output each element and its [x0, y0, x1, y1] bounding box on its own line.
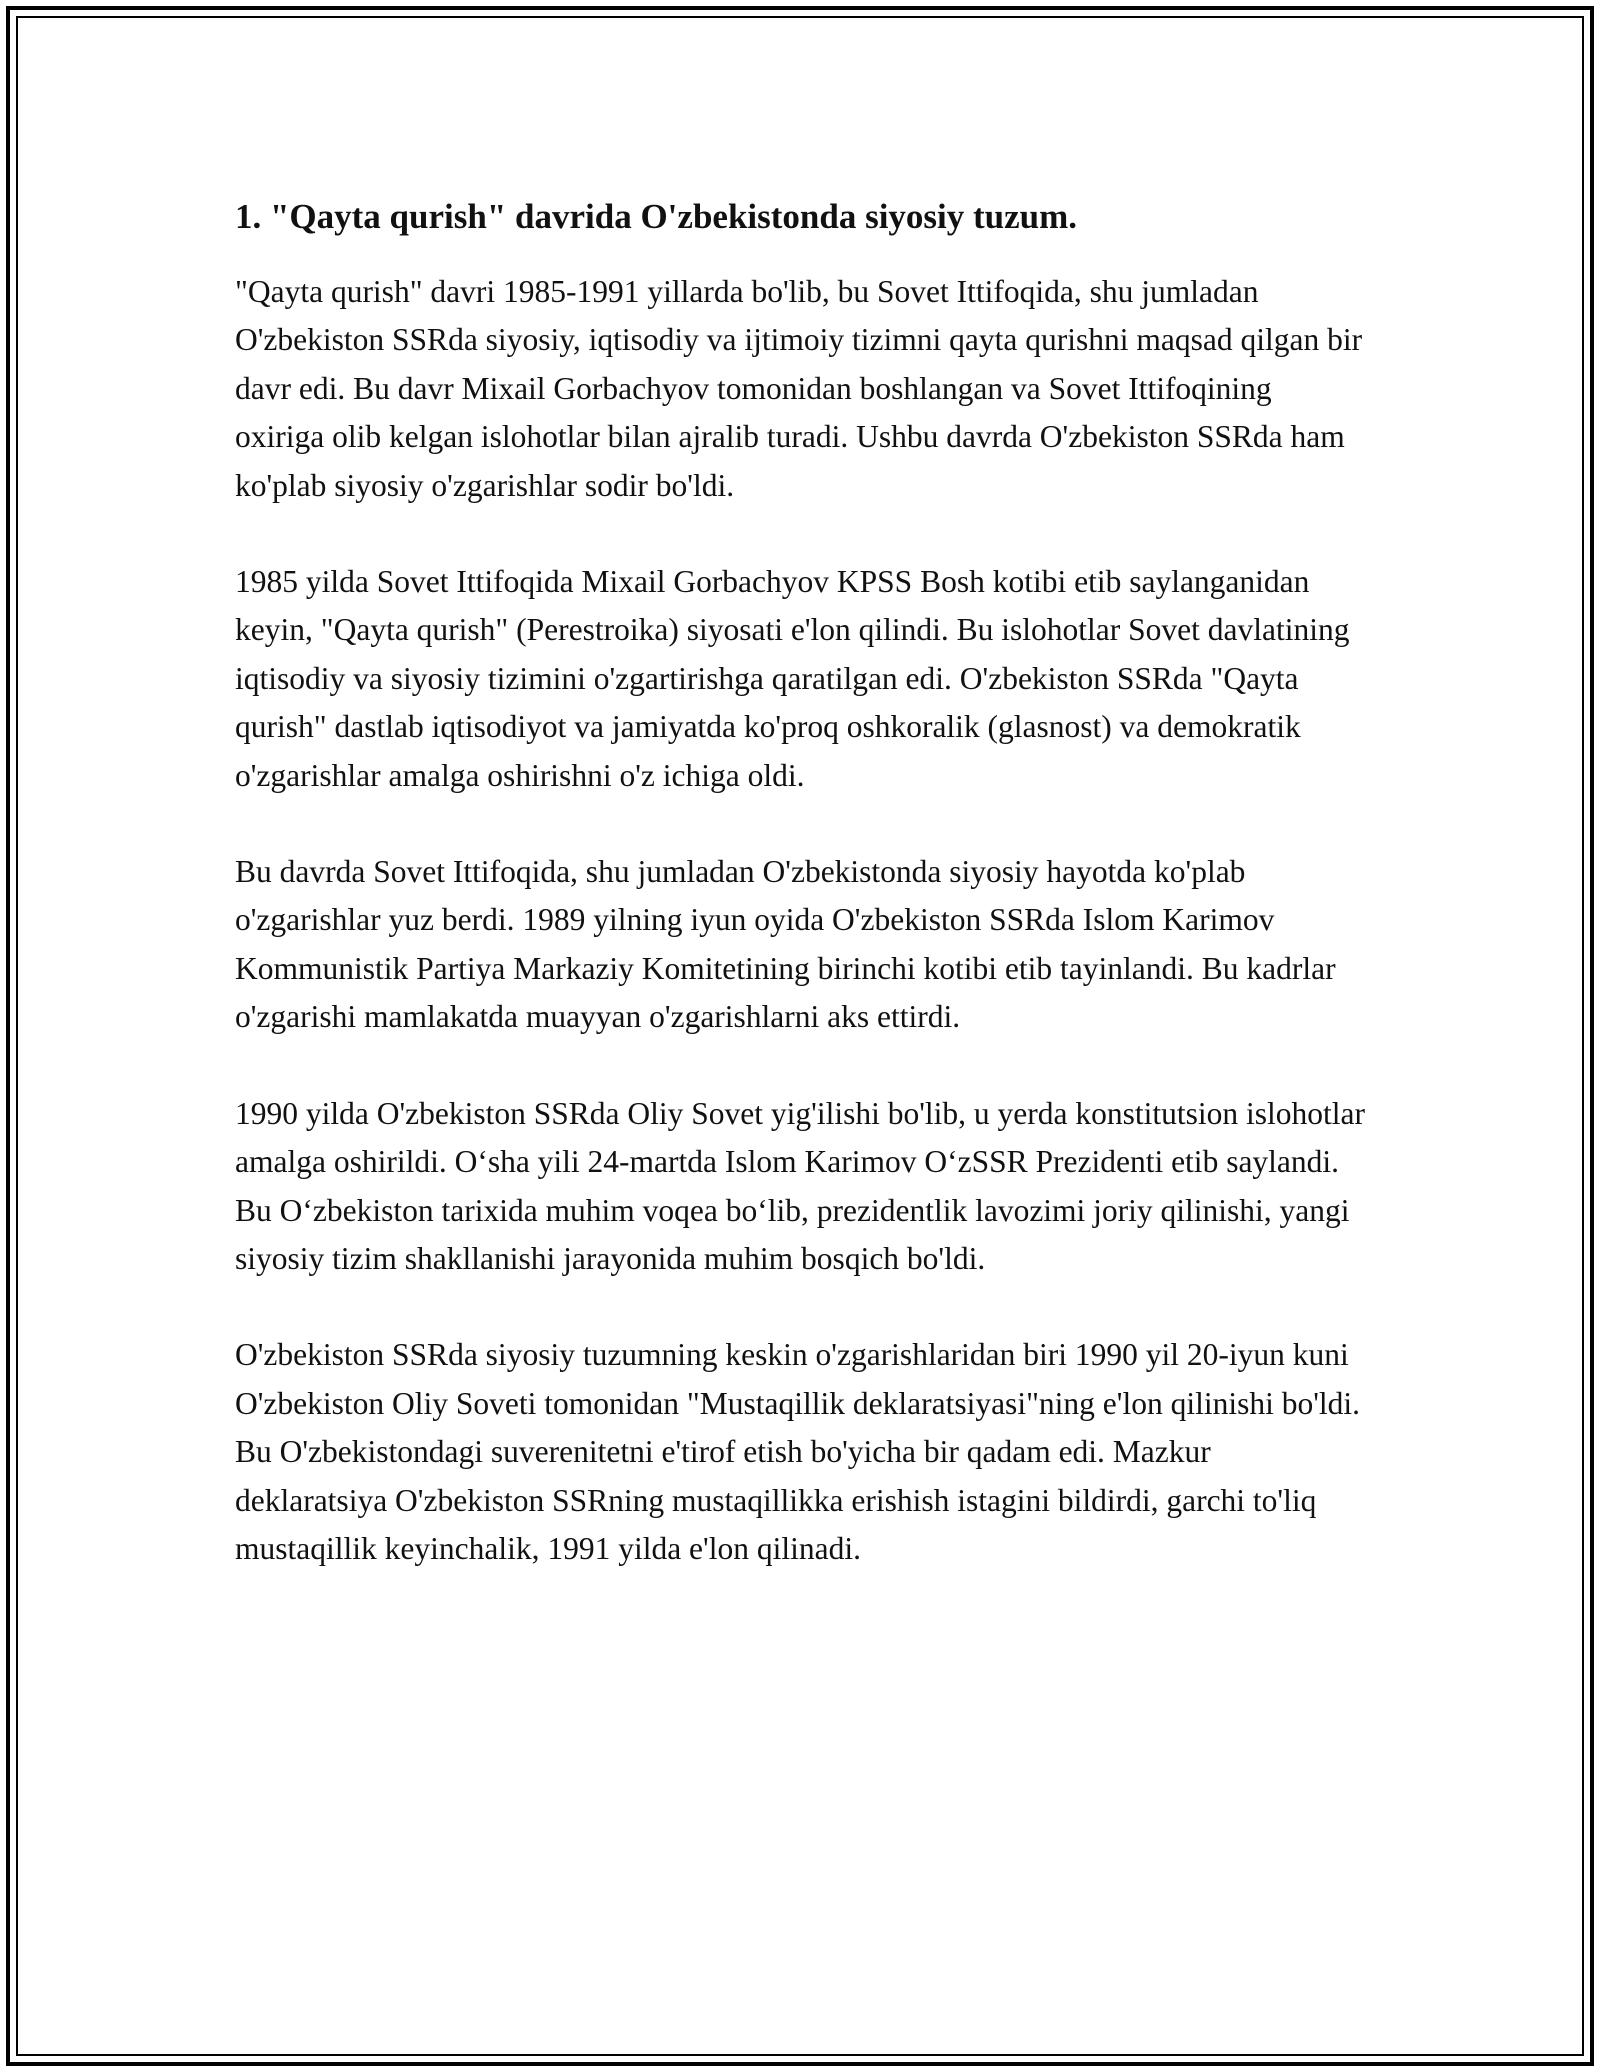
- document-body: [235, 190, 1365, 1573]
- paragraph-5: O'zbekiston SSRda siyosiy tuzumning keskin o'zgarishlaridan biri 1990 yil 20-iyun kuni O'zbekiston Oliy Soveti tomonidan "Mustaqillik deklaratsiyasi"ning e'lon qilinishi bo'ldi. Bu O'zbekistondagi suverenitetni e'tirof etish bo'yicha bir qadam edi. Mazkur deklaratsiya O'zbekiston SSRning mustaqillikka erishish istagini bildirdi, garchi to'liq mustaqillik keyinchalik, 1991 yilda e'lon qilinadi.: [235, 1337, 1361, 1566]
- paragraph-2: 1985 yilda Sovet Ittifoqida Mixail Gorbachyov KPSS Bosh kotibi etib saylanganidan keyin, "Qayta qurish" (Perestroika) siyosati e'lon qilindi. Bu islohotlar Sovet davlatining iqtisodiy va siyosiy tizimini o'zgartirishga qaratilgan edi. O'zbekiston SSRda "Qayta qurish" dastlab iqtisodiyot va jamiyatda ko'proq oshkoralik (glasnost) va demokratik o'zgarishlar amalga oshirishni o'z ichiga oldi.: [235, 564, 1350, 793]
- paragraph-3: Bu davrda Sovet Ittifoqida, shu jumladan O'zbekistonda siyosiy hayotda ko'plab o'zgarishlar yuz berdi. 1989 yilning iyun oyida O'zbekiston SSRda Islom Karimov Kommunistik Partiya Markaziy Komitetining birinchi kotibi etib tayinlandi. Bu kadrlar o'zgarishi mamlakatda muayyan o'zgarishlarni aks ettirdi.: [235, 854, 1336, 1035]
- paragraph-4: 1990 yilda O'zbekiston SSRda Oliy Sovet yig'ilishi bo'lib, u yerda konstitutsion islohotlar amalga oshirildi. O‘sha yili 24-martda Islom Karimov O‘zSSR Prezidenti etib saylandi. Bu O‘zbekiston tarixida muhim voqea bo‘lib, prezidentlik lavozimi joriy qilinishi, yangi siyosiy tizim shakllanishi jarayonida muhim bosqich bo'ldi.: [235, 1095, 1366, 1276]
- document-title: 1. "Qayta qurish" davrida O'zbekistonda siyosiy tuzum.: [235, 197, 1078, 236]
- paragraph-1: "Qayta qurish" davri 1985-1991 yillarda bo'lib, bu Sovet Ittifoqida, shu jumladan O'zbekiston SSRda siyosiy, iqtisodiy va ijtimoiy tizimni qayta qurishni maqsad qilgan bir davr edi. Bu davr Mixail Gorbachyov tomonidan boshlangan va Sovet Ittifoqining oxiriga olib kelgan islohotlar bilan ajralib turadi. Ushbu davrda O'zbekiston SSRda ham ko'plab siyosiy o'zgarishlar sodir bo'ldi.: [235, 274, 1363, 503]
